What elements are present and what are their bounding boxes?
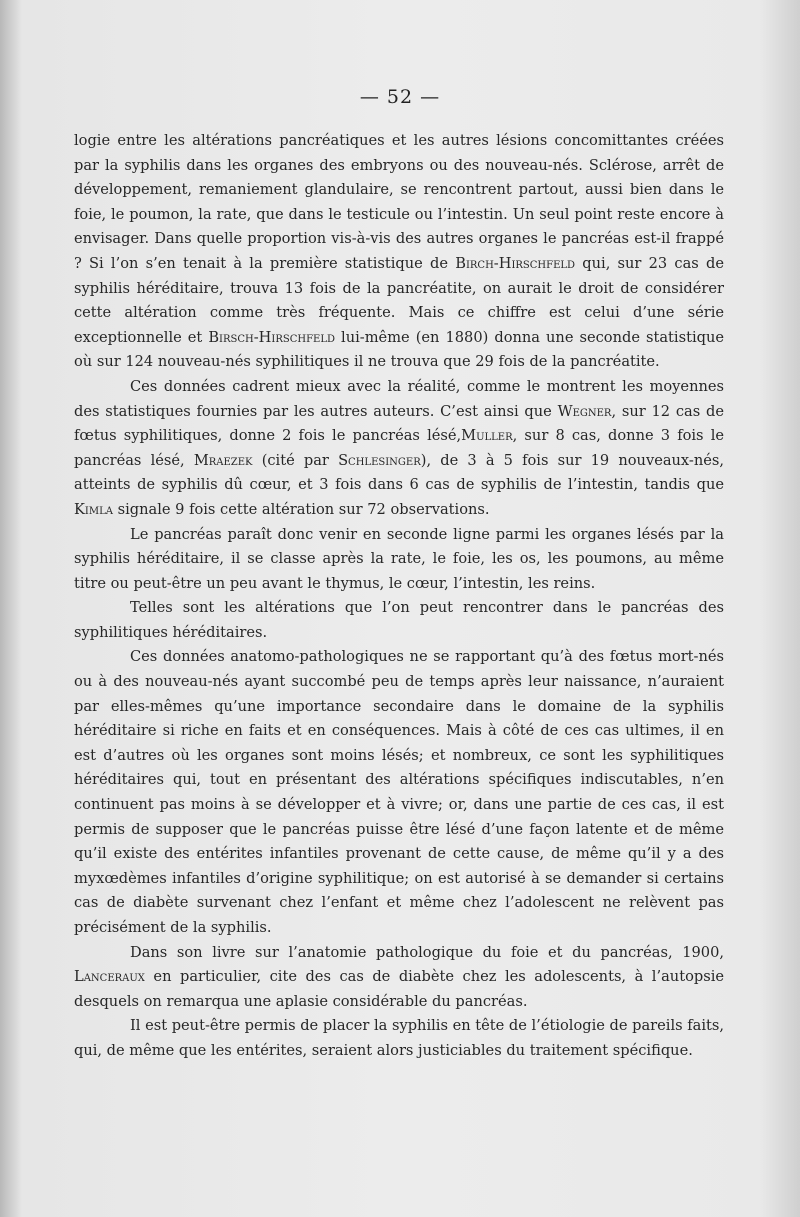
author-name: Birch-Hirschfeld xyxy=(455,254,576,272)
text-segment: logie entre les altérations pancréatiques et les autres lésions concomittantes créées par la syphilis dans les organes des embryons ou des nouveau-nés. Sclérose, arrêt de développement, remaniement glandulaire, se rencontrent partout, aussi bien dans le foie, le poumon, la rate, que dans le testicule ou l’intestin. Un seul point reste encore à envisager. Dans quelle proportion vis-à-vis des autres organes le pancréas est-il frappé ? Si l’on s’en tenait à la première statistique de xyxy=(74,132,724,272)
text-segment: lui-même (en 1880) donna une seconde statistique où sur 124 nouveau-nés syphilitiques il ne trouva que 29 fois de la pancréatite. xyxy=(74,328,724,371)
page-number: — 52 — xyxy=(359,86,441,108)
paragraph xyxy=(74,1014,724,1063)
text-segment: , sur 12 cas de fœtus syphilitiques, donne 2 fois le pancréas lésé, xyxy=(74,402,724,445)
author-name: Schlesinger xyxy=(338,451,421,469)
text-segment: qui, sur 23 cas de syphilis héréditaire, trouva 13 fois de la pancréatite, on aurait le droit de considérer cette altération comme très fréquente. Mais ce chiffre est celui d’une série exceptionnelle et xyxy=(74,254,724,346)
text-segment: Ces données cadrent mieux avec la réalité, comme le montrent les moyennes des statistiques fournies par les autres auteurs. C’est ainsi que xyxy=(74,377,724,420)
author-name: Birsch-Hirschfeld xyxy=(208,328,336,346)
text-segment: Dans son livre sur l’anatomie pathologique du foie et du pancréas, 1900, xyxy=(130,943,724,961)
paragraph xyxy=(74,375,724,523)
text-segment: Telles sont les altérations que l’on peut rencontrer dans le pancréas des syphilitiques héréditaires. xyxy=(74,599,724,641)
text-segment: en particulier, cite des cas de diabète chez les adolescents, à l’autopsie desquels on remarqua une aplasie considérable du pancréas. xyxy=(74,968,724,1010)
text-segment: , sur 8 cas, donne 3 fois le pancréas lésé, xyxy=(74,427,724,469)
paragraph xyxy=(74,645,724,940)
body-text xyxy=(74,129,724,1064)
text-segment: signale 9 fois cette altération sur 72 observations. xyxy=(112,500,490,518)
paragraph xyxy=(74,129,724,375)
author-name: Mraezek xyxy=(193,451,253,469)
text-segment: Le pancréas paraît donc venir en seconde ligne parmi les organes lésés par la syphilis héréditaire, il se classe après la rate, le foie, les os, les poumons, au même titre ou peut-être un peu avant le thymus, le cœur, l’intestin, les reins. xyxy=(74,525,724,592)
author-name: Muller xyxy=(461,427,513,445)
text-segment: Ces données anatomo-pathologiques ne se rapportant qu’à des fœtus mort-nés ou à des nouveau-nés ayant succombé peu de temps après leur naissance, n’auraient par elles-mêmes qu’une importance secondaire dans le domaine de la syphilis héréditaire si riche en faits et en conséquences. Mais à côté de ces cas ultimes, il en est d’autres où les organes sont moins lésés; et nombreux, ce sont les syphilitiques héréditaires qui, tout en présentant des altérations spécifiques indiscutables, n’en continuent pas moins à se développer et à vivre; or, dans une partie de ces cas, il est permis de supposer que le pancréas puisse être lésé d’une façon latente et de même qu’il existe des entérites infantiles provenant de cette cause, de même qu’il y a des myxœdèmes infantiles d’origine syphilitique; on est autorisé à se demander si certains cas de diabète survenant chez l’enfant et même chez l’adolescent ne relèvent pas précisément de la syphilis. xyxy=(74,648,724,936)
text-segment: ), de 3 à 5 fois sur 19 nouveaux-nés, atteints de syphilis dû cœur, et 3 fois dans 6 cas de syphilis de l’intestin, tandis que xyxy=(74,451,724,494)
text-segment: Il est peut-être permis de placer la syphilis en tête de l’étiologie de pareils faits, qui, de même que les entérites, seraient alors justiciables du traitement spécifique. xyxy=(74,1017,725,1059)
paragraph xyxy=(74,941,724,1015)
paragraph xyxy=(74,523,724,597)
author-name: Kimla xyxy=(74,500,113,518)
author-name: Lanceraux xyxy=(74,968,145,986)
paragraph xyxy=(74,596,724,645)
author-name: Wegner xyxy=(557,402,612,420)
text-segment: (cité par xyxy=(252,451,339,469)
